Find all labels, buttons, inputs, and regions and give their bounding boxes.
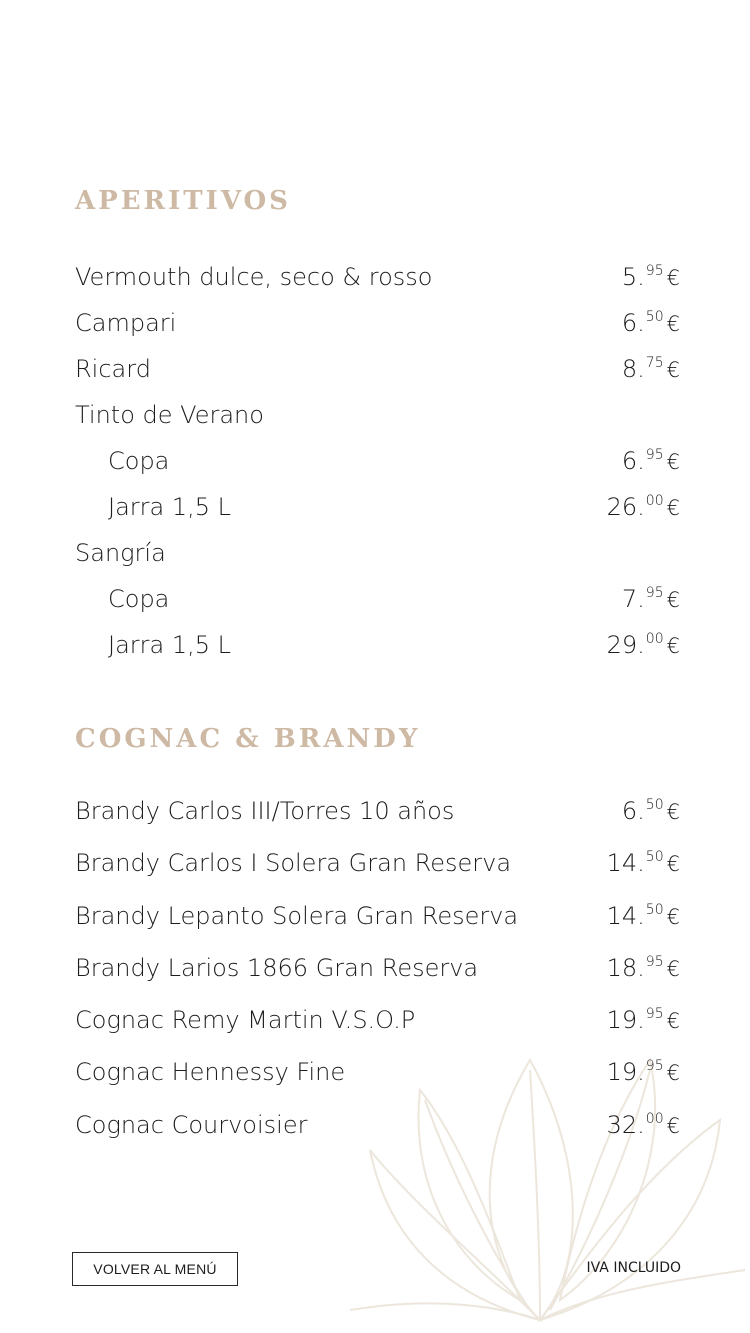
item-price: 26.00 € bbox=[606, 493, 680, 521]
menu-item bbox=[75, 254, 680, 300]
item-price: 32.00 € bbox=[606, 1110, 680, 1139]
cognac-section bbox=[75, 724, 680, 1151]
menu-item bbox=[75, 1099, 680, 1151]
back-to-menu-button[interactable]: VOLVER AL MENÚ bbox=[72, 1252, 238, 1286]
item-name: Cognac Hennessy Fine bbox=[75, 1058, 346, 1087]
item-name: Brandy Carlos I Solera Gran Reserva bbox=[75, 849, 512, 878]
item-price: 6.50 € bbox=[621, 797, 680, 825]
menu-subitem bbox=[75, 484, 680, 530]
item-price: 14.50 € bbox=[606, 849, 680, 878]
menu-item bbox=[75, 890, 680, 942]
menu-item-group bbox=[75, 530, 680, 576]
item-price: 14.50 € bbox=[606, 901, 680, 930]
item-price: 19.95 € bbox=[606, 1006, 680, 1035]
item-price: 6.50 € bbox=[621, 309, 680, 337]
item-name: Cognac Remy Martin V.S.O.P bbox=[75, 1006, 416, 1035]
item-name: Campari bbox=[75, 309, 177, 337]
cognac-title: COGNAC & BRANDY bbox=[75, 724, 421, 754]
item-name: Copa bbox=[108, 585, 170, 613]
item-name: Brandy Larios 1866 Gran Reserva bbox=[75, 953, 479, 982]
item-name: Copa bbox=[108, 447, 170, 475]
menu-subitem bbox=[75, 576, 680, 622]
menu-subitem bbox=[75, 438, 680, 484]
menu-item bbox=[75, 942, 680, 994]
item-name: Jarra 1,5 L bbox=[108, 493, 232, 521]
menu-item bbox=[75, 1046, 680, 1098]
aperitivos-list bbox=[75, 254, 680, 668]
item-name: Cognac Courvoisier bbox=[75, 1110, 308, 1139]
menu-item bbox=[75, 300, 680, 346]
item-price: 18.95 € bbox=[606, 953, 680, 982]
item-price: 7.95 € bbox=[621, 585, 680, 613]
item-name: Vermouth dulce, seco & rosso bbox=[75, 263, 433, 291]
menu-subitem bbox=[75, 622, 680, 668]
menu-item-group bbox=[75, 392, 680, 438]
item-name: Brandy Lepanto Solera Gran Reserva bbox=[75, 901, 519, 930]
aperitivos-title: APERITIVOS bbox=[75, 186, 291, 216]
menu-item bbox=[75, 994, 680, 1046]
item-name: Jarra 1,5 L bbox=[108, 631, 232, 659]
item-price: 8.75 € bbox=[621, 355, 680, 383]
menu-item bbox=[75, 346, 680, 392]
item-name: Ricard bbox=[75, 355, 151, 383]
item-price: 6.95 € bbox=[621, 447, 680, 475]
item-price: 5.95 € bbox=[621, 263, 680, 291]
item-name: Tinto de Verano bbox=[75, 401, 264, 429]
menu-item bbox=[75, 785, 680, 837]
item-name: Sangría bbox=[75, 539, 166, 567]
iva-note: IVA INCLUIDO bbox=[586, 1260, 681, 1276]
item-price: 29.00 € bbox=[606, 631, 680, 659]
menu-item bbox=[75, 837, 680, 889]
item-name: Brandy Carlos III/Torres 10 años bbox=[75, 797, 455, 825]
cognac-list bbox=[75, 785, 680, 1151]
item-price: 19.95 € bbox=[606, 1058, 680, 1087]
aperitivos-section bbox=[75, 186, 680, 668]
